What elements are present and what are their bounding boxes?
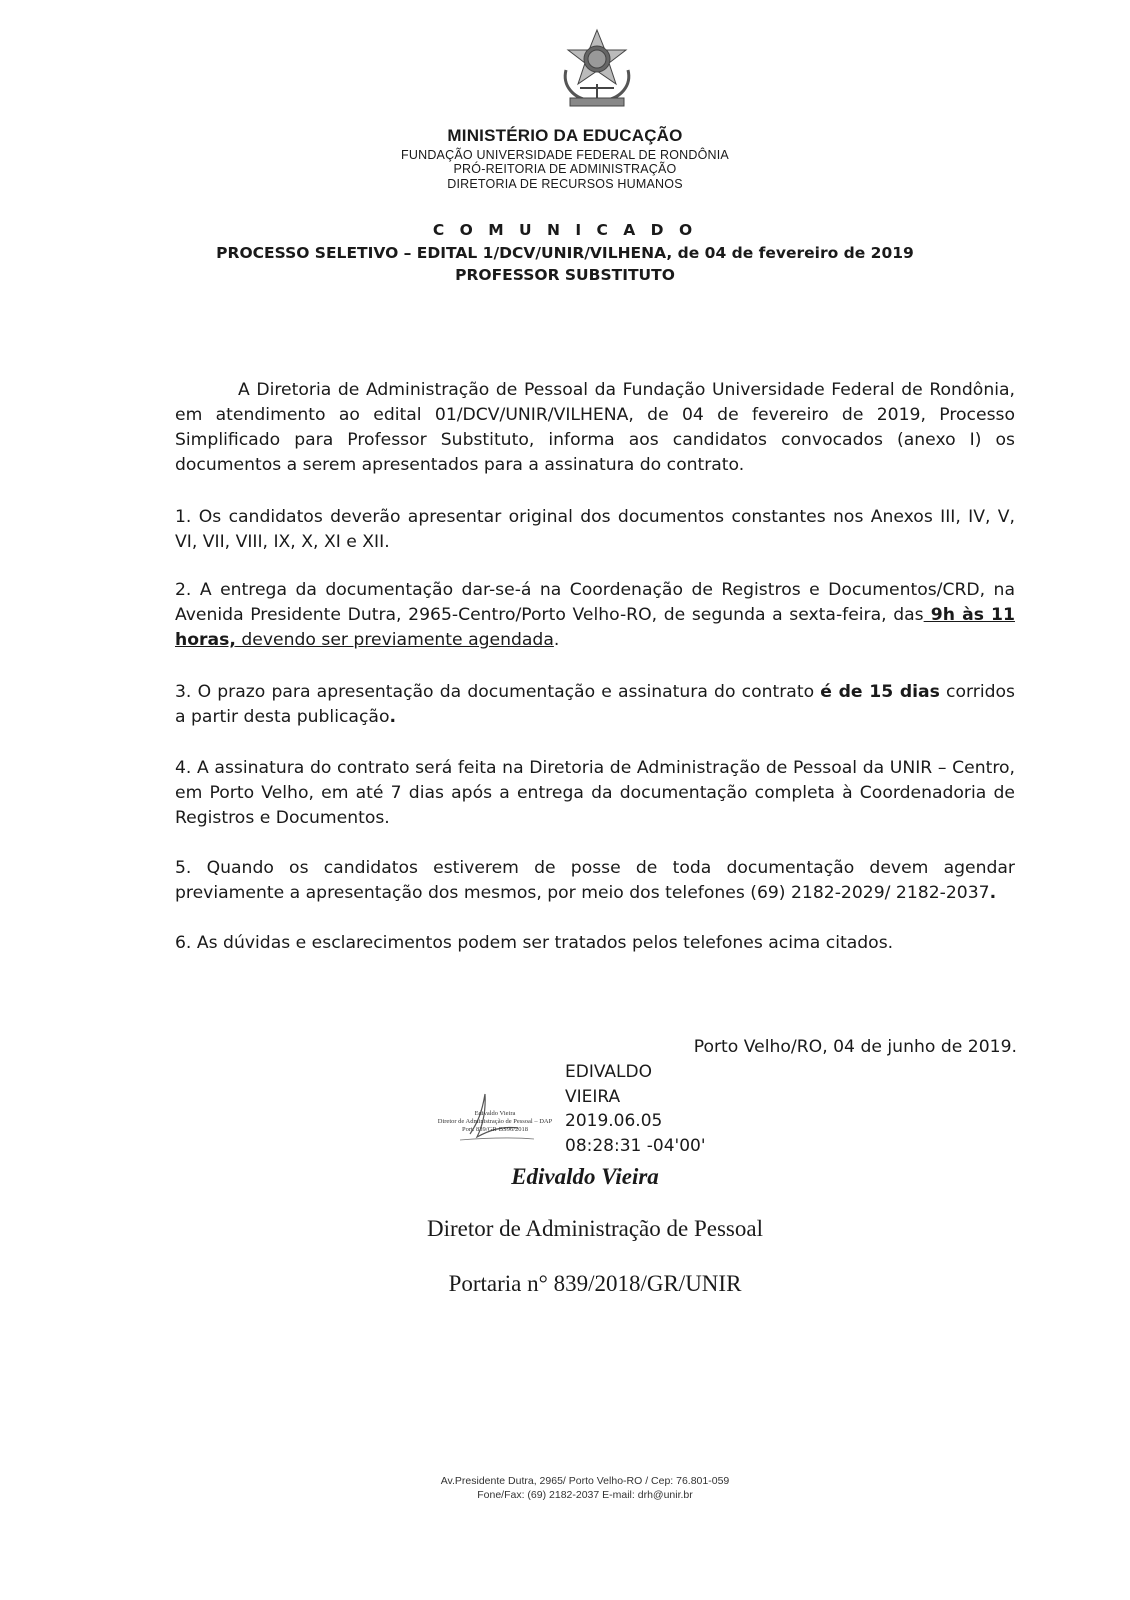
signature-caption-ref: Port. 839/GR-BS96/2018 (461, 1126, 529, 1133)
position-title: PROFESSOR SUBSTITUTO (455, 266, 675, 284)
intro-paragraph: A Diretoria de Administração de Pessoal da Fundação Universidade Federal de Rondônia, em atendimento ao edital 01/DCV/UNIR/VILHENA, de 04 de fevereiro de 2019, Processo Simplificado para Professor Substituto, informa aos candidatos convocados (anexo I) os documentos a serem apresentados para a assinatura do contrato. (175, 380, 1015, 475)
footer-contact: Fone/Fax: (69) 2182-2037 E-mail: drh@unir.br (477, 1489, 693, 1501)
footer-address: Av.Presidente Dutra, 2965/ Porto Velho-RO / Cep: 76.801-059 (440, 1475, 730, 1487)
brazil-coat-of-arms-icon (558, 28, 636, 112)
item-2-text: 2. A entrega da documentação dar-se-á na Coordenação de Registros e Documentos/CRD, na Avenida Presidente Dutra, 2965-Centro/Porto Velho-RO, de segunda a sexta-feira, das (175, 580, 1015, 625)
signer-role: Diretor de Administração de Pessoal (427, 1216, 763, 1241)
item-6: 6. As dúvidas e esclarecimentos podem ser tratados pelos telefones acima citados. (175, 933, 894, 953)
document-title: C O M U N I C A D O (432, 221, 698, 239)
digital-signature-stamp (565, 1060, 706, 1158)
item-3 (175, 680, 1015, 730)
item-2 (175, 578, 1015, 653)
digital-signature-line-1: EDIVALDO (565, 1062, 652, 1082)
item-2-hours: 9h às 11 horas, (175, 605, 1015, 650)
digital-signature-line-2: VIEIRA (565, 1086, 621, 1107)
item-4: 4. A assinatura do contrato será feita na Diretoria de Administração de Pessoal da UNIR – Centro, em Porto Velho, em até 7 dias após a entrega da documentação completa à Coordenadoria de Registros e Documentos. (175, 758, 1015, 828)
header-foundation: FUNDAÇÃO UNIVERSIDADE FEDERAL DE RONDÔNIA (401, 148, 729, 162)
process-title: PROCESSO SELETIVO – EDITAL 1/DCV/UNIR/VILHENA, de 04 de fevereiro de 2019 (216, 244, 914, 262)
item-3-deadline: é de 15 dias (820, 682, 940, 702)
signature-caption-name: Edivaldo Vieira (474, 1110, 516, 1117)
item-5-text: 5. Quando os candidatos estiverem de posse de toda documentação devem agendar previamente a apresentação dos mesmos, por meio dos telefones (69) 2182-2029/ 2182-2037 (175, 858, 1015, 903)
signature-caption-role: Diretor de Administração de Pessoal – DAP (437, 1118, 553, 1125)
signer-name: Edivaldo Vieira (511, 1164, 659, 1189)
item-3-end: . (389, 707, 396, 727)
item-5-end: . (989, 883, 997, 903)
digital-signature-line-3: 2019.06.05 (565, 1111, 663, 1131)
item-2-end: . (553, 630, 560, 650)
place-date: Porto Velho/RO, 04 de junho de 2019. (693, 1037, 1017, 1057)
item-3-text: 3. O prazo para apresentação da documentação e assinatura do contrato (175, 682, 821, 702)
header-directorate: DIRETORIA DE RECURSOS HUMANOS (447, 177, 683, 191)
item-5 (175, 856, 1015, 906)
item-2-schedule-note: devendo ser previamente agendada (235, 630, 554, 650)
header-ministry: MINISTÉRIO DA EDUCAÇÃO (447, 126, 683, 145)
signer-portaria: Portaria n° 839/2018/GR/UNIR (448, 1271, 742, 1296)
item-3-rest: corridos a partir desta publicação (175, 682, 1015, 727)
header-pro-rectory: PRÓ-REITORIA DE ADMINISTRAÇÃO (453, 162, 677, 176)
item-1: 1. Os candidatos deverão apresentar original dos documentos constantes nos Anexos III, IV, V, VI, VII, VIII, IX, X, XI e XII. (175, 507, 1015, 552)
digital-signature-line-4: 08:28:31 -04'00' (565, 1135, 706, 1156)
